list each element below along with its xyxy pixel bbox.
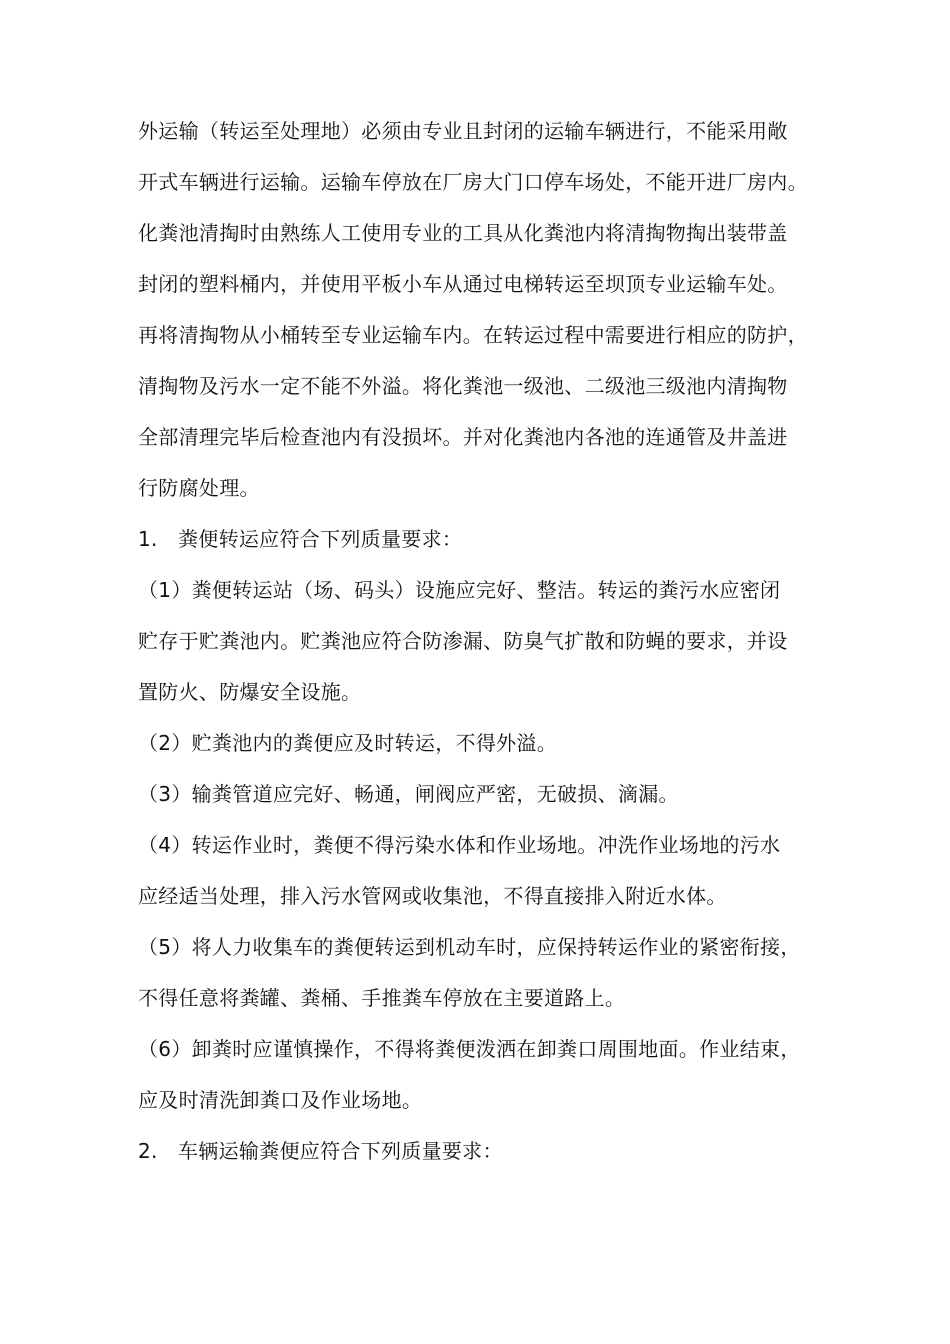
text-line: 全部清理完毕后检查池内有没损坏。并对化粪池内各池的连通管及井盖进 — [138, 425, 788, 449]
text-line: 行防腐处理。 — [138, 476, 260, 500]
text-line: 封闭的塑料桶内，并使用平板小车从通过电梯转运至坝顶专业运输车处。 — [138, 272, 788, 296]
list-item-line: （6）卸粪时应谨慎操作，不得将粪便泼洒在卸粪口周围地面。作业结束， — [138, 1037, 801, 1061]
list-item-line: （3）输粪管道应完好、畅通，闸阀应严密，无破损、滴漏。 — [138, 782, 679, 806]
list-item-line: 应经适当处理，排入污水管网或收集池，不得直接排入附近水体。 — [138, 884, 727, 908]
section-heading-2: 2. 车辆运输粪便应符合下列质量要求： — [138, 1139, 503, 1163]
text-line: 再将清掏物从小桶转至专业运输车内。在转运过程中需要进行相应的防护， — [138, 323, 808, 347]
document-body — [138, 118, 828, 1164]
list-item-line: 置防火、防爆安全设施。 — [138, 680, 362, 704]
list-item-line: 应及时清洗卸粪口及作业场地。 — [138, 1088, 423, 1112]
section-heading-1: 1. 粪便转运应符合下列质量要求： — [138, 527, 463, 551]
list-item-line: （2）贮粪池内的粪便应及时转运，不得外溢。 — [138, 731, 558, 755]
list-item-line: 贮存于贮粪池内。贮粪池应符合防渗漏、防臭气扩散和防蝇的要求，并设 — [138, 629, 788, 653]
list-item-line: 不得任意将粪罐、粪桶、手推粪车停放在主要道路上。 — [138, 986, 626, 1010]
list-item-line: （1）粪便转运站（场、码头）设施应完好、整洁。转运的粪污水应密闭 — [138, 578, 781, 602]
list-item-line: （4）转运作业时，粪便不得污染水体和作业场地。冲洗作业场地的污水 — [138, 833, 781, 857]
text-line: 化粪池清掏时由熟练人工使用专业的工具从化粪池内将清掏物掏出装带盖 — [138, 221, 788, 245]
text-line: 开式车辆进行运输。运输车停放在厂房大门口停车场处，不能开进厂房内。 — [138, 170, 808, 194]
text-line: 清掏物及污水一定不能不外溢。将化粪池一级池、二级池三级池内清掏物 — [138, 374, 788, 398]
text-line: 外运输（转运至处理地）必须由专业且封闭的运输车辆进行，不能采用敞 — [138, 119, 788, 143]
list-item-line: （5）将人力收集车的粪便转运到机动车时，应保持转运作业的紧密衔接， — [138, 935, 801, 959]
